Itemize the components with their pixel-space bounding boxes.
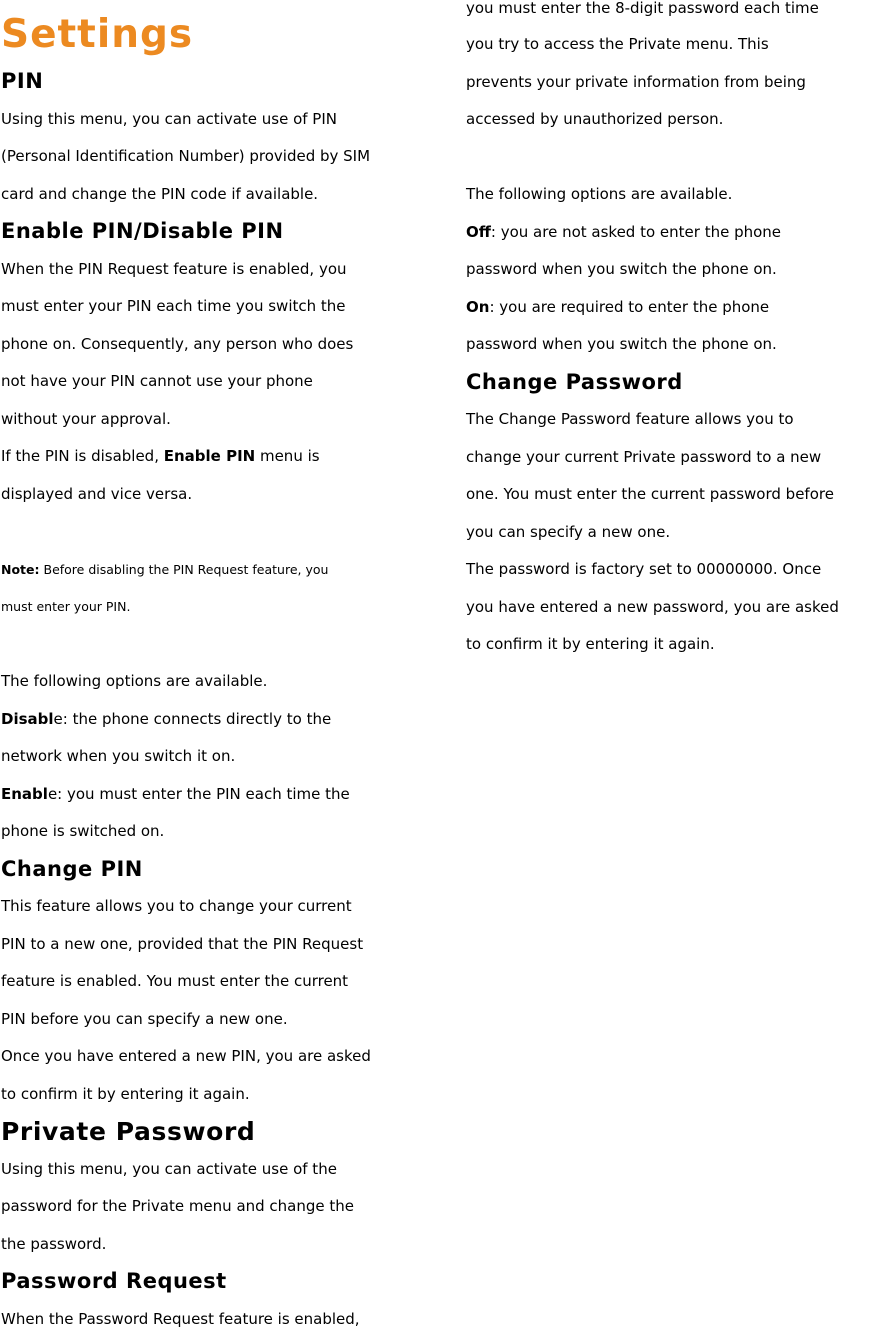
option-enable xyxy=(1,776,441,814)
option-disable-text: e: the phone connects directly to the xyxy=(54,710,332,728)
option-enable-text: e: you must enter the PIN each time the xyxy=(48,785,350,803)
option-off-term: Off xyxy=(466,223,491,241)
option-disable-term: Disabl xyxy=(1,710,54,728)
option-enable-line-2: phone is switched on. xyxy=(1,813,441,851)
left-column xyxy=(1,0,441,1338)
change-password-line: you have entered a new password, you are asked xyxy=(466,589,882,627)
option-on xyxy=(466,289,882,327)
options-intro: The following options are available. xyxy=(466,176,882,214)
spacer xyxy=(466,139,882,177)
change-pin-line: feature is enabled. You must enter the current xyxy=(1,963,441,1001)
continued-line: you try to access the Private menu. This xyxy=(466,26,882,64)
private-password-line: the password. xyxy=(1,1226,441,1264)
note-line xyxy=(1,551,441,589)
heading-pin: PIN xyxy=(1,63,441,101)
spacer xyxy=(1,513,441,551)
change-password-line: The password is factory set to 00000000. Once xyxy=(466,551,882,589)
change-pin-line: PIN to a new one, provided that the PIN Request xyxy=(1,926,441,964)
pin-intro-line: card and change the PIN code if available. xyxy=(1,176,441,214)
pin-disabled-line-2: displayed and vice versa. xyxy=(1,476,441,514)
option-disable xyxy=(1,701,441,739)
options-intro: The following options are available. xyxy=(1,663,441,701)
change-password-line: you can specify a new one. xyxy=(466,514,882,552)
change-pin-line: Once you have entered a new PIN, you are asked xyxy=(1,1038,441,1076)
change-password-line: The Change Password feature allows you to xyxy=(466,401,882,439)
note-text: Before disabling the PIN Request feature, you xyxy=(40,562,329,577)
option-on-text: : you are required to enter the phone xyxy=(489,298,769,316)
change-password-line: change your current Private password to a new xyxy=(466,439,882,477)
note-line-2: must enter your PIN. xyxy=(1,588,441,626)
private-password-line: password for the Private menu and change the xyxy=(1,1188,441,1226)
enable-body-line: phone on. Consequently, any person who does xyxy=(1,326,441,364)
pin-intro-line: (Personal Identification Number) provided by SIM xyxy=(1,138,441,176)
heading-password-request: Password Request xyxy=(1,1263,441,1301)
enable-pin-menu-term: Enable PIN xyxy=(164,447,255,465)
spacer xyxy=(1,626,441,664)
note-label: Note: xyxy=(1,562,40,577)
heading-change-pin: Change PIN xyxy=(1,851,441,889)
pin-disabled-line xyxy=(1,438,441,476)
option-off-line-2: password when you switch the phone on. xyxy=(466,251,882,289)
option-enable-term: Enabl xyxy=(1,785,48,803)
change-pin-line: to confirm it by entering it again. xyxy=(1,1076,441,1114)
heading-private-password: Private Password xyxy=(1,1113,441,1151)
right-column xyxy=(466,0,882,664)
option-on-term: On xyxy=(466,298,489,316)
pin-disabled-post: menu is xyxy=(255,447,319,465)
enable-body-line: without your approval. xyxy=(1,401,441,439)
continued-line: you must enter the 8-digit password each time xyxy=(466,0,882,26)
pin-disabled-pre: If the PIN is disabled, xyxy=(1,447,164,465)
continued-line: prevents your private information from being xyxy=(466,64,882,102)
enable-body-line: When the PIN Request feature is enabled, you xyxy=(1,251,441,289)
enable-body-line: must enter your PIN each time you switch the xyxy=(1,288,441,326)
heading-enable-disable-pin: Enable PIN/Disable PIN xyxy=(1,213,441,251)
option-disable-line-2: network when you switch it on. xyxy=(1,738,441,776)
change-pin-line: PIN before you can specify a new one. xyxy=(1,1001,441,1039)
change-password-line: one. You must enter the current password before xyxy=(466,476,882,514)
private-password-line: Using this menu, you can activate use of the xyxy=(1,1151,441,1189)
option-on-line-2: password when you switch the phone on. xyxy=(466,326,882,364)
change-pin-line: This feature allows you to change your current xyxy=(1,888,441,926)
enable-body-line: not have your PIN cannot use your phone xyxy=(1,363,441,401)
page-title: Settings xyxy=(1,6,441,63)
pin-intro-line: Using this menu, you can activate use of PIN xyxy=(1,101,441,139)
continued-line: accessed by unauthorized person. xyxy=(466,101,882,139)
change-password-line: to confirm it by entering it again. xyxy=(466,626,882,664)
heading-change-password: Change Password xyxy=(466,364,882,402)
option-off xyxy=(466,214,882,252)
password-request-line: When the Password Request feature is enabled, xyxy=(1,1301,441,1338)
option-off-text: : you are not asked to enter the phone xyxy=(491,223,781,241)
